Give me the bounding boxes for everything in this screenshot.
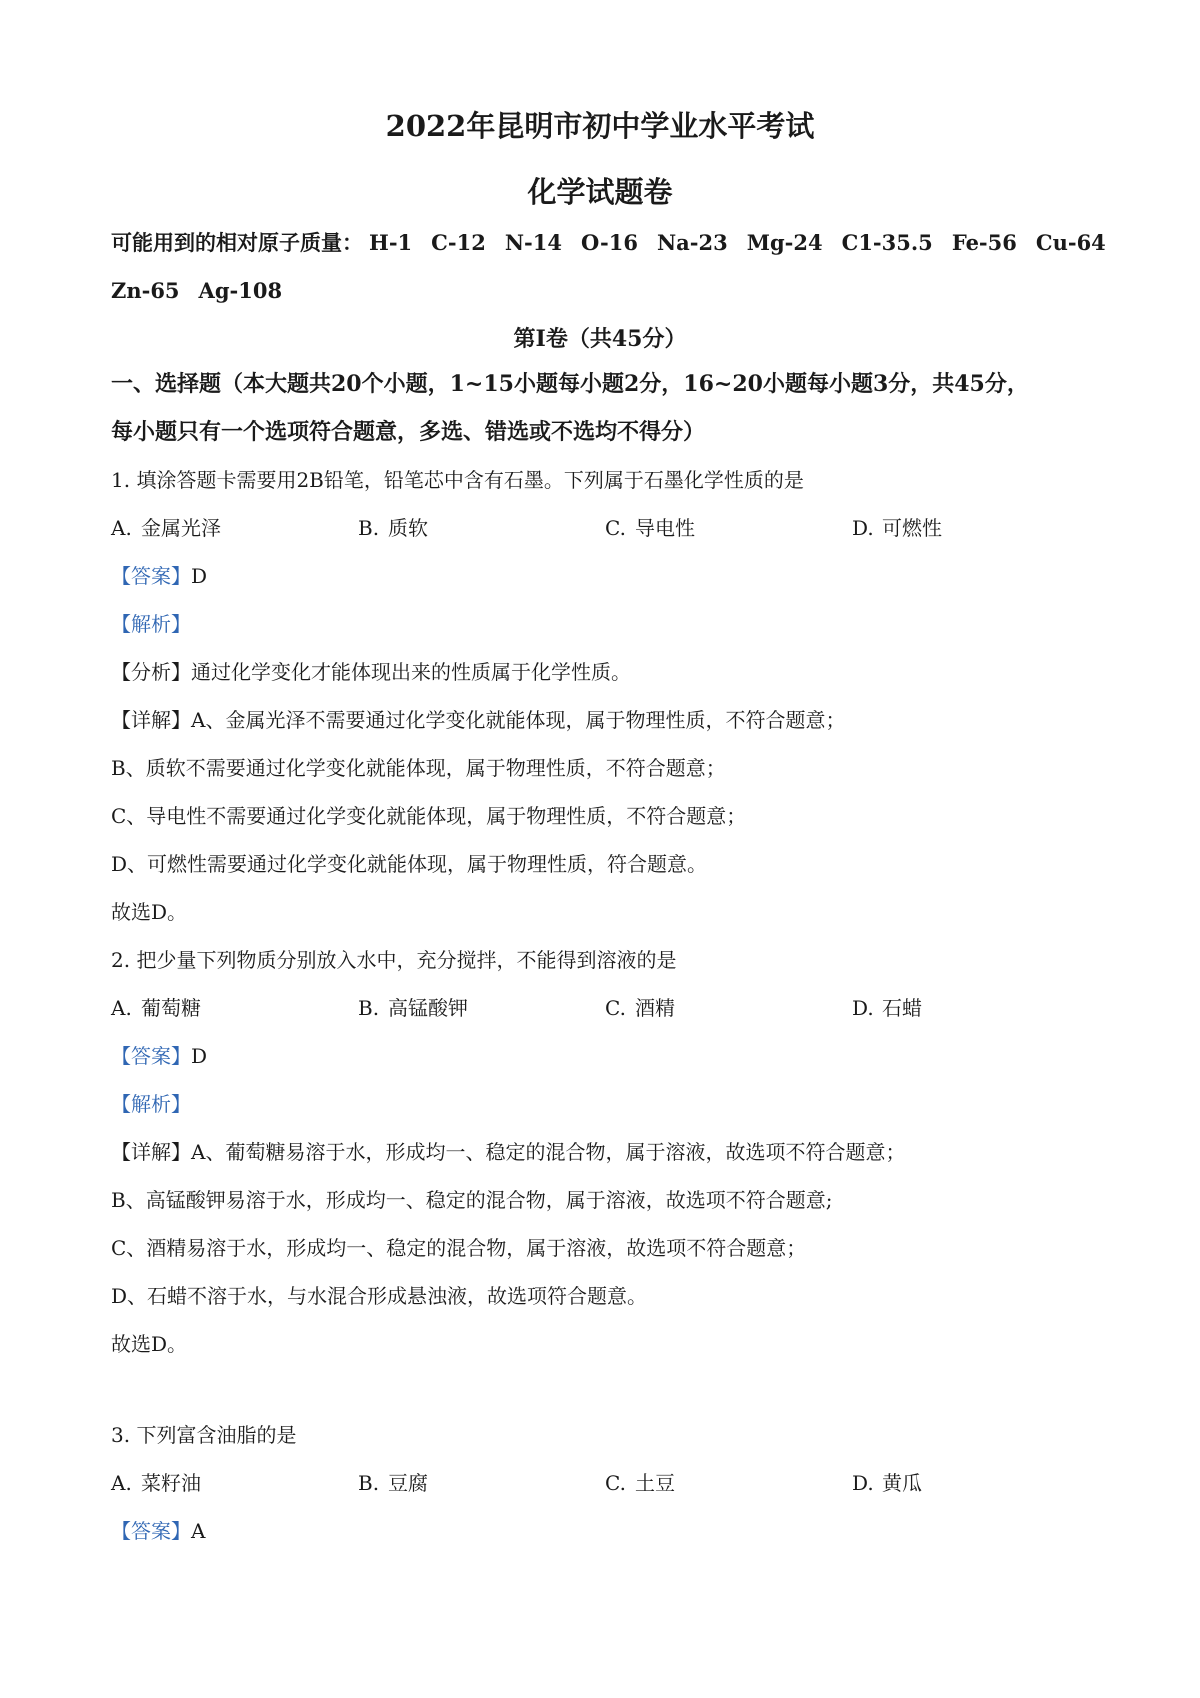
part-heading: 第Ⅰ卷（共45分） bbox=[513, 326, 687, 352]
q2-stem: 2. 把少量下列物质分别放入水中，充分搅拌，不能得到溶液的是 bbox=[111, 948, 677, 972]
atomic-mass-item: Cu-64 bbox=[1035, 230, 1106, 255]
q1-xiangjie: 【详解】A、金属光泽不需要通过化学变化就能体现，属于物理性质，不符合题意； bbox=[111, 708, 846, 732]
q2-detail-line: B、高锰酸钾易溶于水，形成均一、稳定的混合物，属于溶液，故选项不符合题意; bbox=[111, 1188, 833, 1212]
atomic-mass-item: C-12 bbox=[431, 230, 486, 255]
q1-option-a: A. 金属光泽 bbox=[111, 516, 221, 540]
q1-option-d: D. 可燃性 bbox=[852, 516, 942, 540]
answer-tag: 【答案】 bbox=[111, 1044, 191, 1068]
q2-xiangjie: 【详解】A、葡萄糖易溶于水，形成均一、稳定的混合物，属于溶液，故选项不符合题意； bbox=[111, 1140, 906, 1164]
q2-option-d: D. 石蜡 bbox=[852, 996, 922, 1020]
q2-analysis-tag: 【解析】 bbox=[111, 1092, 191, 1116]
q3-option-b: B. 豆腐 bbox=[358, 1471, 428, 1495]
q2-detail-line: C、酒精易溶于水，形成均一、稳定的混合物，属于溶液，故选项不符合题意； bbox=[111, 1236, 807, 1260]
q2-option-c: C. 酒精 bbox=[605, 996, 675, 1020]
q2-option-b: B. 高锰酸钾 bbox=[358, 996, 468, 1020]
q1-fenxi: 【分析】通过化学变化才能体现出来的性质属于化学性质。 bbox=[111, 660, 631, 684]
atomic-mass-label: 可能用到的相对原子质量： bbox=[111, 230, 363, 255]
q2-detail-line: D、石蜡不溶于水，与水混合形成悬浊液，故选项符合题意。 bbox=[111, 1284, 648, 1308]
q2-option-a: A. 葡萄糖 bbox=[111, 996, 201, 1020]
section-heading-line-1: 一、选择题（本大题共20个小题，1~15小题每小题2分，16~20小题每小题3分，共45分， bbox=[111, 371, 1029, 397]
q1-detail-line: D、可燃性需要通过化学变化就能体现，属于物理性质，符合题意。 bbox=[111, 852, 708, 876]
atomic-mass-item: Na-23 bbox=[656, 230, 728, 255]
atomic-mass-item: Zn-65 bbox=[111, 278, 180, 303]
answer-tag: 【答案】 bbox=[111, 1519, 191, 1543]
q1-option-c: C. 导电性 bbox=[605, 516, 695, 540]
q3-option-a: A. 菜籽油 bbox=[111, 1471, 201, 1495]
answer-tag: 【答案】 bbox=[111, 564, 191, 588]
q1-detail-line: C、导电性不需要通过化学变化就能体现，属于物理性质，不符合题意； bbox=[111, 804, 747, 828]
q3-option-d: D. 黄瓜 bbox=[852, 1471, 922, 1495]
atomic-mass-item: N-14 bbox=[504, 230, 562, 255]
q1-answer: 【答案】D bbox=[111, 564, 208, 588]
section-heading-line-2: 每小题只有一个选项符合题意，多选、错选或不选均不得分） bbox=[111, 419, 706, 445]
q3-answer: 【答案】A bbox=[111, 1519, 206, 1543]
q1-analysis-tag: 【解析】 bbox=[111, 612, 191, 636]
atomic-mass-item: C1-35.5 bbox=[841, 230, 933, 255]
q1-option-b: B. 质软 bbox=[358, 516, 428, 540]
atomic-mass-line-1 bbox=[111, 229, 1106, 257]
atomic-mass-item: Mg-24 bbox=[746, 230, 823, 255]
q1-conclusion: 故选D。 bbox=[111, 900, 188, 924]
page-subtitle: 化学试题卷 bbox=[527, 175, 673, 209]
atomic-mass-item: Ag-108 bbox=[198, 278, 283, 303]
atomic-mass-item: Fe-56 bbox=[951, 230, 1017, 255]
atomic-mass-line-2 bbox=[111, 277, 301, 305]
page-title: 2022年昆明市初中学业水平考试 bbox=[385, 109, 815, 143]
q2-answer: 【答案】D bbox=[111, 1044, 208, 1068]
atomic-mass-item: O-16 bbox=[580, 230, 638, 255]
q1-detail-line: B、质软不需要通过化学变化就能体现，属于物理性质，不符合题意； bbox=[111, 756, 726, 780]
q1-stem: 1. 填涂答题卡需要用2B铅笔，铅笔芯中含有石墨。下列属于石墨化学性质的是 bbox=[111, 468, 804, 492]
q3-stem: 3. 下列富含油脂的是 bbox=[111, 1423, 297, 1447]
atomic-mass-item: H-1 bbox=[369, 230, 413, 255]
q2-conclusion: 故选D。 bbox=[111, 1332, 188, 1356]
q3-option-c: C. 土豆 bbox=[605, 1471, 675, 1495]
